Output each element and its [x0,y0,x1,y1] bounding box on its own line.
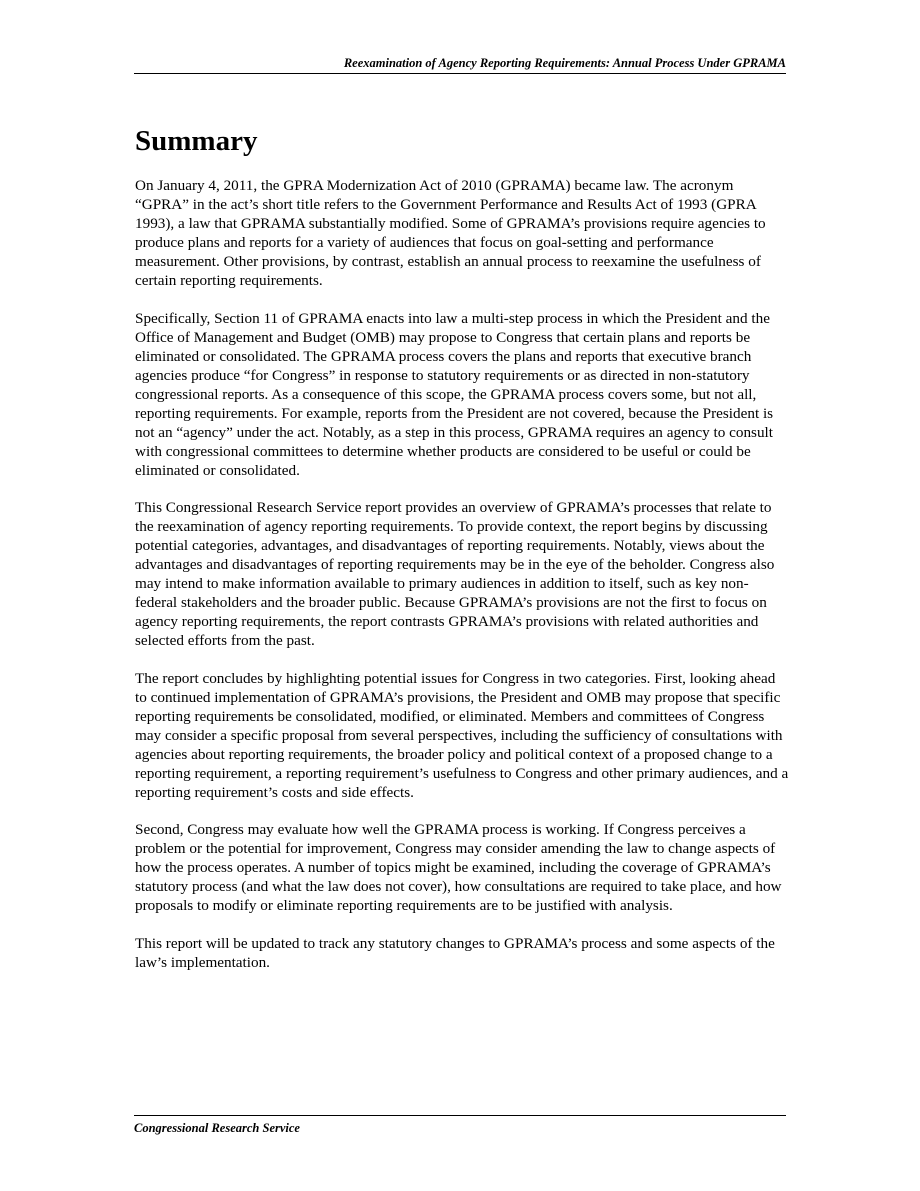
page-title: Summary [135,125,258,157]
paragraph-5: Second, Congress may evaluate how well the GPRAMA process is working. If Congress perceives a problem or the potential for improvement, Congress may consider amending the law to change aspects of how the process operates. A number of topics might be examined, including the coverage of GPRAMA’s statutory process (and what the law does not cover), how consultations are required to take place, and how proposals to modify or eliminate reporting requirements are to be justified with analysis. [135,821,782,914]
running-footer [134,1115,786,1136]
paragraph-6: This report will be updated to track any statutory changes to GPRAMA’s process and some aspects of the law’s implementation. [135,934,775,971]
summary-body [135,176,789,990]
running-header [134,55,786,74]
paragraph-4: The report concludes by highlighting potential issues for Congress in two categories. First, looking ahead to continued implementation of GPRAMA’s provisions, the President and OMB may propose that specific reporting requirements be consolidated, modified, or eliminated. Members and committees of Congress may consider a specific proposal from several perspectives, including the sufficiency of consultations with agencies about reporting requirements, the broader policy and political context of a proposed change to a reporting requirement, a reporting requirement’s usefulness to Congress and other primary audiences, and a reporting requirement’s costs and side effects. [135,669,789,801]
paragraph-2: Specifically, Section 11 of GPRAMA enacts into law a multi-step process in which the President and the Office of Management and Budget (OMB) may propose to Congress that certain plans and reports be eliminated or consolidated. The GPRAMA process covers the plans and reports that executive branch agencies produce “for Congress” in response to statutory requirements or as directed in non-statutory congressional reports. As a consequence of this scope, the GPRAMA process covers some, but not all, reporting requirements. For example, reports from the President are not covered, because the President is not an “agency” under the act. Notably, as a step in this process, GPRAMA requires an agency to consult with congressional committees to determine whether products are considered to be useful or could be eliminated or consolidated. [135,309,774,479]
footer-publisher: Congressional Research Service [134,1121,300,1135]
running-header-title: Reexamination of Agency Reporting Requirements: Annual Process Under GPRAMA [343,56,786,70]
paragraph-1: On January 4, 2011, the GPRA Modernization Act of 2010 (GPRAMA) became law. The acronym “GPRA” in the act’s short title refers to the Government Performance and Results Act of 1993 (GPRA 1993), a law that GPRAMA substantially modified. Some of GPRAMA’s provisions require agencies to produce plans and reports for a variety of audiences that focus on goal-setting and performance measurement. Other provisions, by contrast, establish an annual process to reexamine the usefulness of certain reporting requirements. [135,177,766,289]
paragraph-3: This Congressional Research Service report provides an overview of GPRAMA’s processes that relate to the reexamination of agency reporting requirements. To provide context, the report begins by discussing potential categories, advantages, and disadvantages of reporting requirements. Notably, views about the advantages and disadvantages of reporting requirements may be in the eye of the beholder. Congress also may intend to make information available to primary audiences in addition to itself, such as key non-federal stakeholders and the broader public. Because GPRAMA’s provisions are not the first to focus on agency reporting requirements, the report contrasts GPRAMA’s provisions with related authorities and selected efforts from the past. [135,499,775,649]
